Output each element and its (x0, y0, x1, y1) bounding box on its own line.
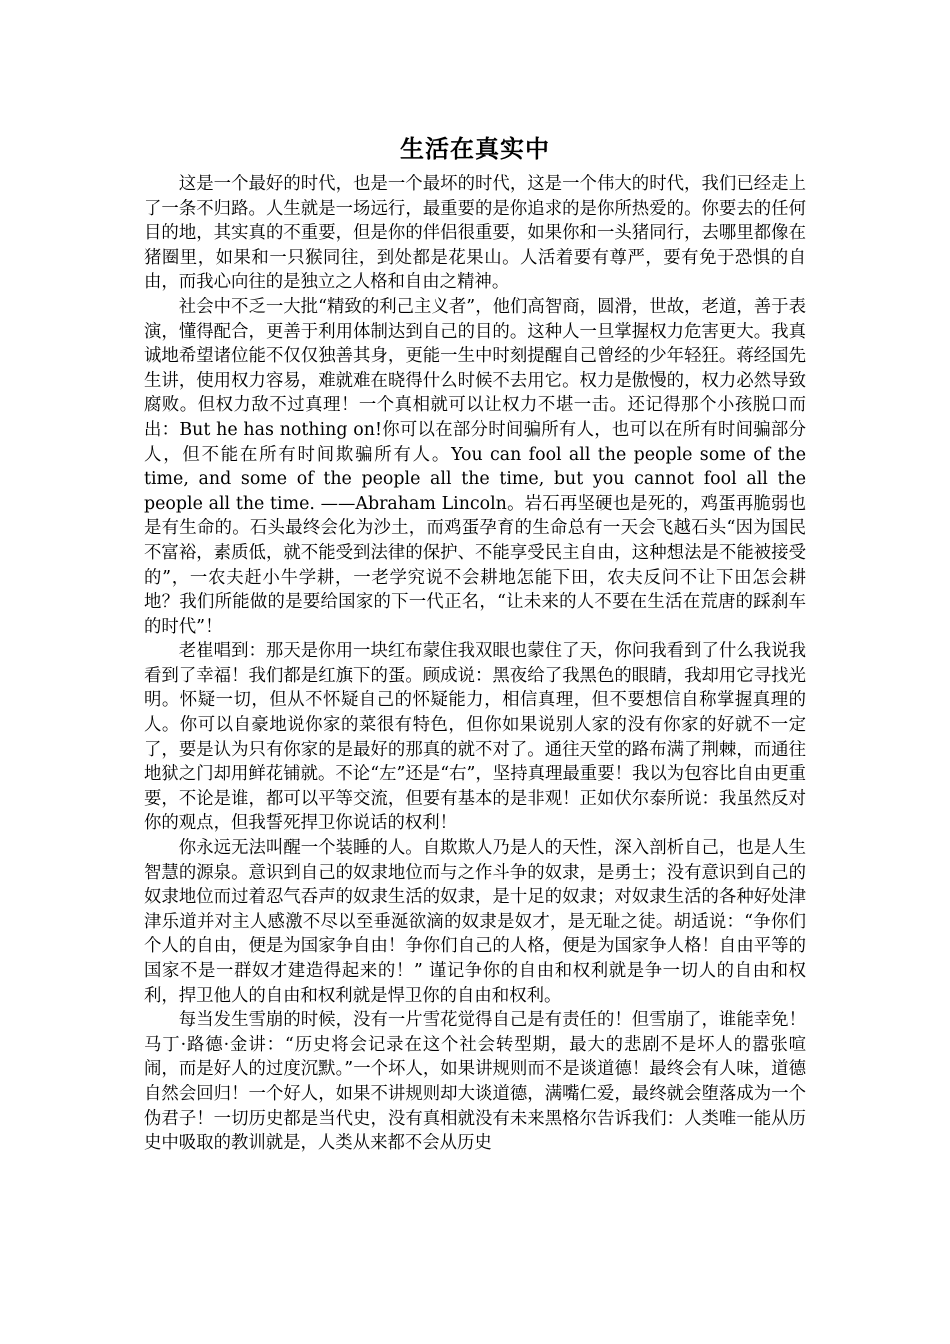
paragraph-3: 老崔唱到：那天是你用一块红布蒙住我双眼也蒙住了天，你问我看到了什么我说我看到了幸福！我们都是红旗下的蛋。顾成说：黑夜给了我黑色的眼睛，我却用它寻找光明。怀疑一切，但从不怀疑自己的怀疑能力，相信真理，但不要想信自称掌握真理的人。你可以自豪地说你家的菜很有特色，但你如果说别人家的没有你家的好就不一定了，要是认为只有你家的是最好的那真的就不对了。通往天堂的路布满了荆棘，而通往地狱之门却用鲜花铺就。不论“左”还是“右”，坚持真理最重要！我以为包容比自由更重要，不论是谁，都可以平等交流，但要有基本的是非观！正如伏尔泰所说：我虽然反对你的观点，但我誓死捍卫你说话的权利！ (144, 641, 806, 834)
paragraph-2: 社会中不乏一大批“精致的利己主义者”，他们高智商，圆滑，世故，老道，善于表演，懂得配合，更善于利用体制达到自己的目的。这种人一旦掌握权力危害更大。我真诚地希望诸位能不仅仅独善其身，更能一生中时刻提醒自己曾经的少年轻狂。蒋经国先生讲，使用权力容易，难就难在晓得什么时候不去用它。权力是傲慢的，权力必然导致腐败。但权力敌不过真理！一个真相就可以让权力不堪一击。还记得那个小孩脱口而出：But he has nothing on!你可以在部分时间骗所有人，也可以在所有时间骗部分人，但不能在所有时间欺骗所有人。You can fool all the people some of the time, and some of the people all the time, but you cannot fool all the people all the time. ——Abraham Lincoln。岩石再坚硬也是死的，鸡蛋再脆弱也是有生命的。石头最终会化为沙土，而鸡蛋孕育的生命总有一天会飞越石头“因为国民不富裕，素质低，就不能受到法律的保护、不能享受民主自由，这种想法是不能被接受的”，一农夫赶小牛学耕，一老学究说不会耕地怎能下田，农夫反问不让下田怎会耕地？我们所能做的是要给国家的下一代正名，“让未来的人不要在生活在荒唐的踩刹车的时代”！ (144, 296, 806, 637)
document-title: 生活在真实中 (400, 134, 550, 163)
paragraph-5: 每当发生雪崩的时候，没有一片雪花觉得自己是有责任的！但雪崩了，谁能幸免！马丁·路德·金讲：“历史将会记录在这个社会转型期，最大的悲剧不是坏人的嚣张喧闹，而是好人的过度沉默。”一个坏人，如果讲规则而不是谈道德！最终会有人味，道德自然会回归！一个好人，如果不讲规则却大谈道德，满嘴仁爱，最终就会堕落成为一个伪君子！一切历史都是当代史，没有真相就没有未来黑格尔告诉我们：人类唯一能从历史中吸取的教训就是，人类从来都不会从历史 (144, 1010, 806, 1154)
document-page (144, 128, 806, 1156)
paragraph-4: 你永远无法叫醒一个装睡的人。自欺欺人乃是人的天性，深入剖析自己，也是人生智慧的源泉。意识到自己的奴隶地位而与之作斗争的奴隶，是勇士；没有意识到自己的奴隶地位而过着忍气吞声的奴隶生活的奴隶，是十足的奴隶；对奴隶生活的各种好处津津乐道并对主人感激不尽以至垂涎欲滴的奴隶是奴才，是无耻之徒。胡适说：“争你们个人的自由，便是为国家争自由！争你们自己的人格，便是为国家争人格！自由平等的国家不是一群奴才建造得起来的！” 谨记争你的自由和权利就是争一切人的自由和权利，捍卫他人的自由和权利就是悍卫你的自由和权利。 (144, 838, 806, 1006)
paragraph-1: 这是一个最好的时代，也是一个最坏的时代，这是一个伟大的时代，我们已经走上了一条不归路。人生就是一场远行，最重要的是你追求的是你所热爱的。你要去的任何目的地，其实真的不重要，但是你的伴侣很重要，如果你和一头猪同行，去哪里都像在猪圈里，如果和一只猴同往，到处都是花果山。人活着要有尊严，要有免于恐惧的自由，而我心向往的是独立之人格和自由之精神。 (144, 174, 806, 293)
